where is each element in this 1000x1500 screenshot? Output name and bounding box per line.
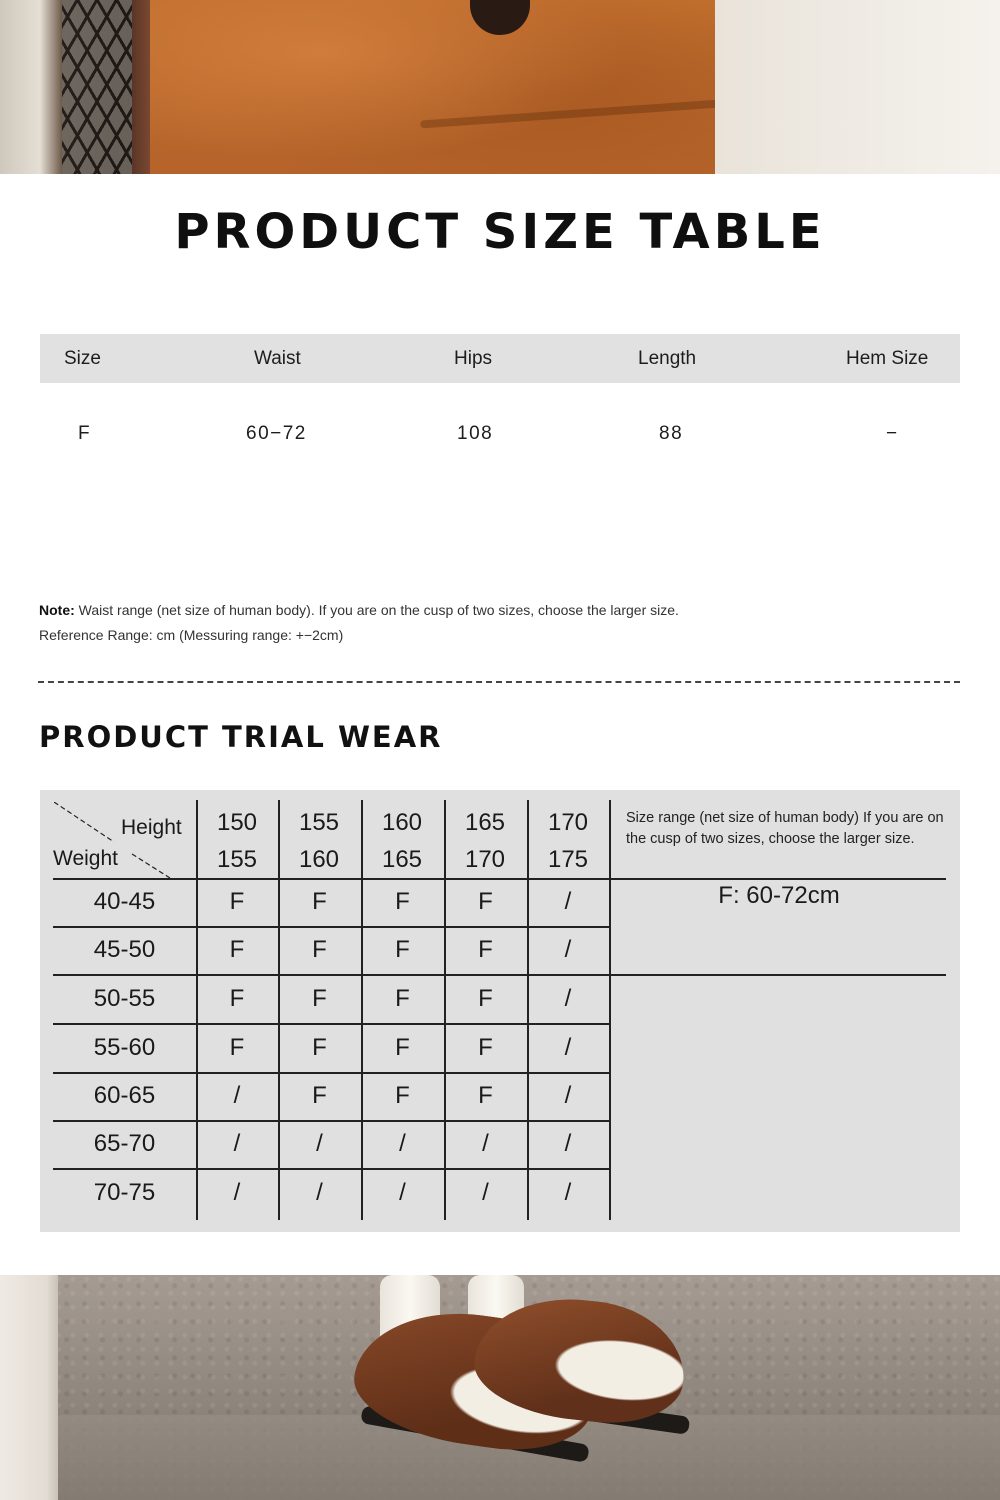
size-fit-cell: F — [312, 1033, 327, 1061]
grid-vline — [609, 800, 611, 1220]
corner-weight-label: Weight — [53, 847, 118, 870]
size-fit-cell: / — [316, 1130, 323, 1157]
size-fit-cell: / — [564, 1082, 572, 1109]
height-range-bottom: 160 — [298, 846, 340, 873]
size-note — [39, 598, 679, 648]
white-wall — [715, 0, 1000, 174]
corner-height-label: Height — [121, 816, 182, 839]
table-row — [40, 409, 960, 458]
size-fit-cell: / — [564, 888, 572, 915]
height-range-top: 165 — [464, 809, 506, 836]
size-fit-cell: F — [229, 1033, 245, 1061]
product-photo-top — [0, 0, 1000, 174]
cell-size: F — [78, 423, 92, 444]
height-range-bottom: 170 — [464, 846, 506, 873]
size-fit-cell: / — [482, 1130, 489, 1157]
weight-range-label: 55-60 — [93, 1033, 156, 1061]
header-length: Length — [638, 348, 697, 369]
size-fit-cell: F — [395, 1082, 410, 1109]
height-range-header — [278, 804, 360, 878]
size-table-title: PRODUCT SIZE TABLE — [174, 204, 826, 260]
size-fit-cell: F — [229, 888, 245, 915]
header-size: Size — [64, 348, 101, 369]
size-fit-cell: / — [564, 984, 572, 1012]
size-fit-cell: / — [564, 1033, 572, 1061]
size-fit-cell: / — [233, 1082, 241, 1109]
size-fit-cell: / — [564, 1130, 572, 1157]
header-hips: Hips — [454, 348, 493, 369]
size-fit-cell: F — [478, 936, 493, 963]
weight-range-label: 60-65 — [93, 1082, 156, 1109]
size-fit-cell: / — [564, 1179, 572, 1206]
height-range-header — [444, 804, 526, 878]
weight-range-label: 50-55 — [93, 984, 156, 1012]
height-range-top: 170 — [547, 809, 589, 836]
height-range-top: 155 — [298, 809, 340, 836]
size-fit-cell: F — [395, 984, 410, 1012]
height-range-bottom: 175 — [547, 846, 589, 873]
size-fit-cell: F — [395, 1033, 410, 1061]
header-hem-size: Hem Size — [846, 348, 929, 369]
size-fit-cell: / — [482, 1179, 489, 1206]
size-range-value — [612, 882, 946, 910]
height-range-header — [527, 804, 609, 878]
trial-wear-title: PRODUCT TRIAL WEAR — [39, 720, 443, 754]
size-fit-cell: F — [478, 888, 493, 915]
trial-side-note: Size range (net size of human body) If you are on the cusp of two sizes, choose the larger size. — [626, 810, 944, 847]
height-range-bottom: 155 — [216, 846, 258, 873]
size-fit-cell: F — [312, 984, 327, 1012]
side-hline — [609, 878, 946, 880]
size-fit-cell: F — [312, 1082, 327, 1109]
weight-range-label: 65-70 — [93, 1130, 156, 1157]
cell-waist: 60−72 — [246, 423, 307, 444]
height-range-top: 160 — [381, 809, 423, 836]
size-fit-cell: / — [399, 1130, 406, 1157]
weight-range-label: 40-45 — [93, 888, 156, 915]
size-range-text: : 60-72cm — [732, 882, 840, 909]
cell-hem-size: − — [886, 423, 899, 444]
size-fit-cell: F — [312, 936, 327, 963]
size-table-header — [40, 334, 960, 383]
size-fit-cell: F — [229, 984, 245, 1012]
header-waist: Waist — [254, 348, 301, 369]
note-label: Note: — [39, 602, 75, 618]
height-range-header — [361, 804, 443, 878]
size-fit-cell: / — [316, 1179, 323, 1206]
size-fit-cell: / — [399, 1179, 406, 1206]
size-fit-cell: F — [478, 1082, 493, 1109]
size-key: F — [718, 882, 733, 909]
reference-range: Reference Range: cm (Messuring range: +−2cm) — [39, 627, 344, 643]
size-table — [40, 334, 960, 458]
size-fit-cell: F — [478, 1033, 493, 1061]
weight-range-label: 70-75 — [93, 1179, 156, 1206]
size-fit-cell: F — [478, 984, 493, 1012]
size-fit-cell: / — [564, 936, 572, 963]
cell-length: 88 — [659, 423, 684, 444]
size-fit-cell: F — [395, 888, 410, 915]
window-lattice — [62, 0, 132, 174]
dashed-divider — [38, 681, 960, 683]
size-fit-cell: / — [233, 1130, 241, 1157]
side-hline — [609, 974, 946, 976]
height-range-top: 150 — [216, 809, 258, 836]
white-pillar — [0, 1275, 58, 1500]
size-fit-cell: / — [233, 1179, 241, 1206]
weight-range-label: 45-50 — [93, 936, 156, 963]
size-fit-cell: F — [395, 936, 410, 963]
height-range-header — [196, 804, 278, 878]
orange-sweater — [150, 0, 715, 174]
trial-wear-table — [40, 790, 960, 1232]
height-range-bottom: 165 — [381, 846, 423, 873]
cell-hips: 108 — [457, 423, 494, 444]
size-fit-cell: F — [229, 936, 245, 963]
product-photo-bottom — [0, 1275, 1000, 1500]
note-text: Waist range (net size of human body). If you are on the cusp of two sizes, choose the larger size. — [74, 602, 679, 618]
size-fit-cell: F — [312, 888, 327, 915]
note-line — [39, 598, 679, 623]
